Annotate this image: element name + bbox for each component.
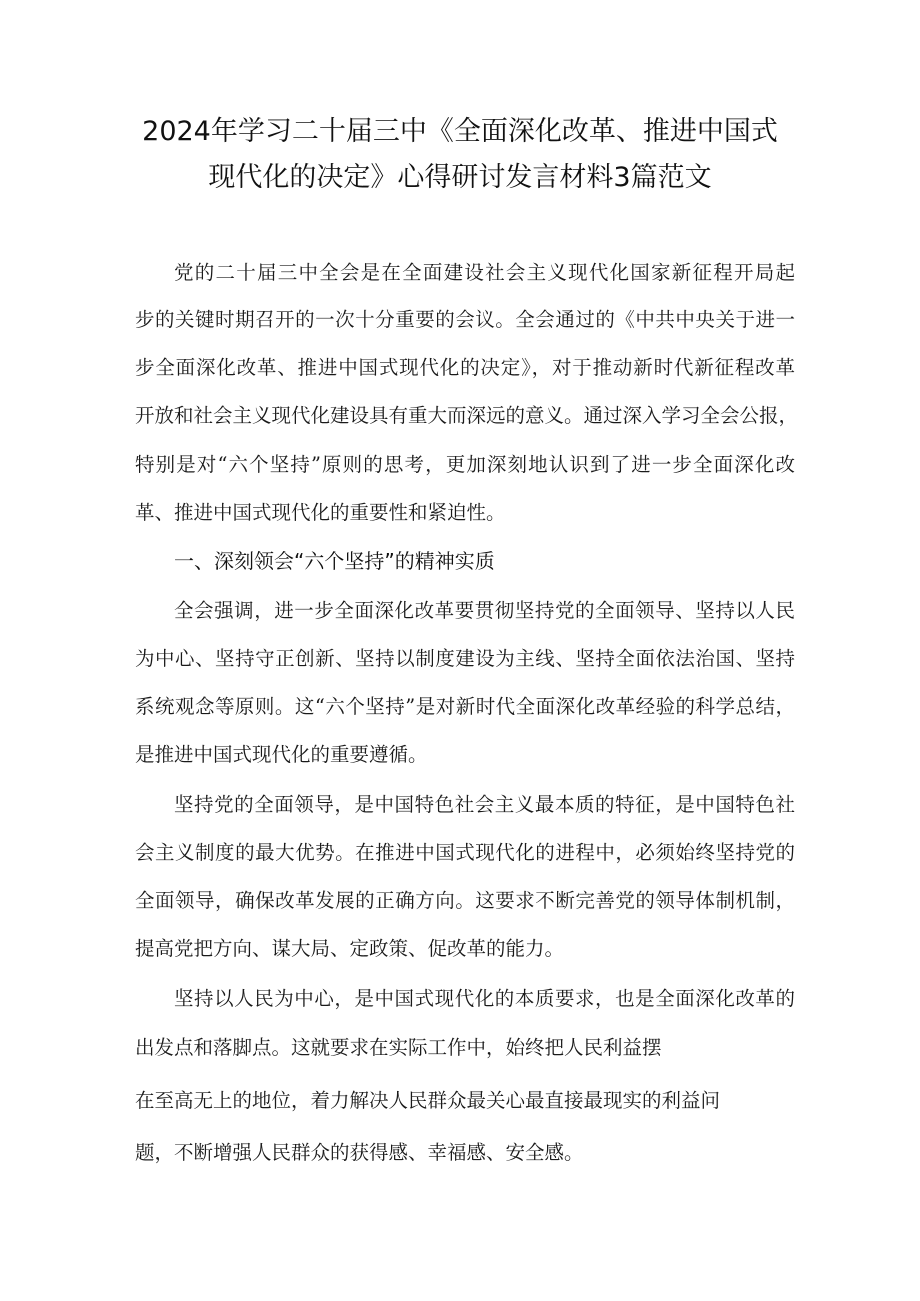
paragraph-4-line-2: 出发点和落脚点。这就要求在实际工作中，始终把人民利益摆 [135, 1036, 662, 1059]
section-heading-1: 一、深刻领会“六个坚持”的精神实质 [174, 549, 495, 573]
paragraph-1-line-1: 党的二十届三中全会是在全面建设社会主义现代化国家新征程开局起 [174, 261, 795, 284]
paragraph-1-line-4: 开放和社会主义现代化建设具有重大而深远的意义。通过深入学习全会公报， [135, 404, 799, 427]
paragraph-4-line-3: 在至高无上的地位，着力解决人民群众最关心最直接最现实的利益问 [135, 1089, 721, 1112]
paragraph-1-line-6: 革、推进中国式现代化的重要性和紧迫性。 [135, 501, 506, 524]
paragraph-2-line-3: 系统观念等原则。这“六个坚持”是对新时代全面深化改革经验的科学总结， [135, 695, 795, 718]
paragraph-3-line-1: 坚持党的全面领导，是中国特色社会主义最本质的特征，是中国特色社 [174, 793, 795, 816]
paragraph-2-line-4: 是推进中国式现代化的重要遵循。 [135, 743, 428, 766]
paragraph-1-line-2: 步的关键时期召开的一次十分重要的会议。全会通过的《中共中央关于进一 [135, 308, 795, 331]
document-title-line-1: 2024年学习二十届三中《全面深化改革、推进中国式 [142, 116, 778, 147]
paragraph-1-line-3: 步全面深化改革、推进中国式现代化的决定》，对于推动新时代新征程改革 [135, 356, 795, 379]
paragraph-4-line-1: 坚持以人民为中心，是中国式现代化的本质要求，也是全面深化改革的 [174, 987, 795, 1010]
document-title-line-2: 现代化的决定》心得研讨发言材料3篇范文 [208, 162, 712, 193]
paragraph-1-line-5: 特别是对“六个坚持”原则的思考，更加深刻地认识到了进一步全面深化改 [135, 453, 795, 476]
paragraph-3-line-4: 提高党把方向、谋大局、定政策、促改革的能力。 [135, 937, 565, 960]
paragraph-3-line-2: 会主义制度的最大优势。在推进中国式现代化的进程中，必须始终坚持党的 [135, 841, 795, 864]
paragraph-4-line-4: 题，不断增强人民群众的获得感、幸福感、安全感。 [135, 1141, 584, 1164]
paragraph-2-line-2: 为中心、坚持守正创新、坚持以制度建设为主线、坚持全面依法治国、坚持 [135, 647, 795, 670]
paragraph-2-line-1: 全会强调，进一步全面深化改革要贯彻坚持党的全面领导、坚持以人民 [174, 599, 795, 622]
paragraph-3-line-3: 全面领导，确保改革发展的正确方向。这要求不断完善党的领导体制机制， [135, 889, 795, 912]
